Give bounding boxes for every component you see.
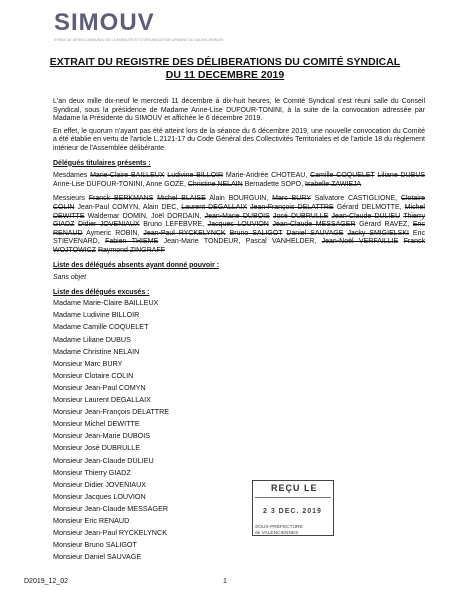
excused-item: Monsieur Thierry GIADZ bbox=[53, 467, 131, 477]
delegate-name-struck: Liliane DUBUS bbox=[377, 172, 426, 180]
title-line-1: EXTRAIT DU REGISTRE DES DÉLIBERATIONS DU COMITÉ SYNDICAL bbox=[49, 56, 401, 68]
excused-item: Monsieur Jean-Claude DULIEU bbox=[53, 455, 154, 465]
delegate-name-struck: Jacques LOUVION bbox=[207, 221, 269, 229]
delegate-name-struck: Jean-Paul RYCKELYNCK bbox=[143, 229, 226, 237]
excused-item: Monsieur Didier JOVENIAUX bbox=[53, 479, 147, 489]
excused-list bbox=[53, 297, 425, 563]
delegate-name-struck: Ludivine BILLOIR bbox=[167, 172, 224, 180]
delegate-name-struck: Jean-Noël VERFAILLIE bbox=[321, 238, 399, 246]
excused-item: Monsieur Marc BURY bbox=[53, 358, 123, 368]
delegate-name-struck: Franck WOJTOWICZ bbox=[53, 238, 426, 254]
title-line-2: DU 11 DECEMBRE 2019 bbox=[165, 69, 285, 81]
delegate-name: Alain BOURGUIN, bbox=[209, 195, 269, 203]
excused-item: Monsieur Eric RENAUD bbox=[53, 515, 130, 525]
delegate-name: Salvatore CASTIGLIONE, bbox=[314, 195, 398, 203]
present-messieurs bbox=[53, 195, 425, 255]
excused-item: Monsieur Jean-Paul COMYN bbox=[53, 382, 146, 392]
delegate-name: Bruno LEFEBVRE, bbox=[143, 221, 205, 229]
delegate-name-struck: José DUBRULLE bbox=[272, 212, 329, 220]
delegate-name-struck: Michel DEWITTE bbox=[53, 203, 425, 220]
delegate-name-struck: Camille COQUELET bbox=[310, 172, 375, 180]
delegate-name: Mesdames bbox=[53, 172, 88, 180]
delegate-name: Eric STIEVENARD, bbox=[53, 229, 425, 246]
excused-item: Monsieur José DUBRULLE bbox=[53, 443, 141, 453]
present-heading: Délégués titulaires présents : bbox=[53, 159, 151, 167]
delegate-name: Messieurs bbox=[53, 195, 85, 203]
delegate-name-struck: Fabien THIEME bbox=[105, 238, 159, 246]
delegate-name: Waldemar DOMIN, Joël DORDAIN, bbox=[87, 212, 202, 220]
document-title bbox=[0, 56, 450, 82]
delegate-name-struck: Jean-Marie DUBOIS bbox=[204, 212, 270, 220]
simouv-logo bbox=[54, 10, 224, 42]
excused-heading: Liste des délégués excusés : bbox=[53, 288, 150, 296]
delegate-name-struck: Raymond ZINGRAFF bbox=[97, 246, 165, 254]
delegate-name: Jean-Marie TONDEUR, Pascal VANHELDER, bbox=[163, 238, 317, 246]
delegate-name-struck: Didier JOVENIAUX bbox=[78, 221, 140, 229]
excused-item: Madame Christine NELAIN bbox=[53, 346, 140, 356]
excused-item: Monsieur Jacques LOUVION bbox=[53, 491, 146, 501]
delegate-name-struck: Marie-Claire BAILLEUX bbox=[90, 172, 165, 180]
document-body bbox=[53, 98, 425, 563]
delegate-name-struck: Laurent DEGALLAIX bbox=[181, 203, 248, 211]
absent-proxy-value: Sans objet bbox=[53, 274, 87, 282]
delegate-name-struck: Daniel SAUVAGE bbox=[286, 229, 344, 237]
delegate-name-struck: Clotaire COLIN bbox=[53, 195, 426, 211]
excused-item: Monsieur Bruno SALIGOT bbox=[53, 540, 137, 550]
excused-item: Madame Marie-Claire BAILLEUX bbox=[53, 298, 159, 308]
excused-item: Monsieur Michel DEWITTE bbox=[53, 419, 140, 429]
stamp-title: REÇU LE bbox=[271, 483, 318, 493]
delegate-name: Gérard DELMOTTE, bbox=[336, 203, 402, 211]
excused-item: Monsieur Jean-François DELATTRE bbox=[53, 407, 170, 417]
intro-paragraph-1: L'an deux mille dix-neuf le mercredi 11 décembre à dix-huit heures, le Comité Syndical s'est réuni salle du Conseil Syndical, sous la présidence de Madame Anne-Lise DUFOUR-TONINI, à la suite de la convocation adressée par Madame la Présidente du SIMOUV et affichée le 6 décembre 2019. bbox=[53, 98, 425, 123]
excused-item: Monsieur Laurent DEGALLAIX bbox=[53, 395, 151, 405]
absent-proxy-heading: Liste des délégués absents ayant donné pouvoir : bbox=[53, 261, 220, 269]
intro-paragraph-2: En effet, le quorum n'ayant pas été atteint lors de la séance du 6 décembre 2019, une nouvelle convocation du Comité a été établie en vertu de l'article L.2121-17 du Code Général des Collectivités Territoriales et de l'article 18 du règlement intérieur de l'Assemblée délibérante. bbox=[53, 127, 425, 152]
delegate-name-struck: Christine NELAIN bbox=[187, 180, 243, 188]
delegate-name-struck: Michel BLAISE bbox=[157, 195, 206, 203]
page-number: 1 bbox=[223, 578, 227, 585]
excused-item: Monsieur Jean-Claude MESSAGER bbox=[53, 503, 169, 513]
delegate-name-struck: Jean-Claude DULIEU bbox=[331, 212, 401, 220]
delegate-name: Aymeric ROBIN, bbox=[86, 229, 140, 237]
document-reference: D2019_12_02 bbox=[24, 578, 68, 585]
excused-item: Monsieur Clotaire COLIN bbox=[53, 370, 134, 380]
delegate-name-struck: Thierry GIADZ bbox=[53, 212, 426, 229]
delegate-name: Gérard RAVEZ, bbox=[359, 221, 410, 229]
delegate-name-struck: Marc BURY bbox=[272, 195, 311, 203]
delegate-name-struck: Jacky SMIGIELSKI bbox=[347, 229, 409, 237]
received-stamp bbox=[252, 480, 334, 536]
stamp-footer-1: SOUS-PRÉFECTURE bbox=[255, 525, 303, 530]
present-mesdames bbox=[53, 172, 425, 189]
delegate-name-struck: Jean-Claude MESSAGER bbox=[272, 221, 356, 229]
excused-item: Monsieur Jean-Paul RYCKELYNCK bbox=[53, 528, 167, 538]
delegate-name-struck: Eric RENAUD bbox=[53, 221, 425, 237]
excused-item: Madame Liliane DUBUS bbox=[53, 334, 131, 344]
stamp-date: 2 3 DEC. 2019 bbox=[263, 508, 322, 515]
excused-item: Madame Camille COQUELET bbox=[53, 322, 149, 332]
logo-text: SIMOUV bbox=[54, 9, 155, 36]
excused-item: Madame Ludivine BILLOIR bbox=[53, 310, 140, 320]
delegate-name-struck: Franck BERKMANS bbox=[88, 195, 154, 203]
delegate-name-struck: Bruno SALIGOT bbox=[229, 229, 283, 237]
delegate-name: Anne-Lise DUFOUR-TONINI, Anne GOZE, bbox=[53, 180, 186, 188]
delegate-name: Bernadette SOPO, bbox=[244, 180, 304, 188]
excused-item: Monsieur Jean-Marie DUBOIS bbox=[53, 431, 151, 441]
delegate-name-struck: Jean-François DELATTRE bbox=[250, 203, 334, 211]
delegate-name-struck: Isabelle ZAWIEJA bbox=[305, 180, 362, 188]
stamp-footer-2: de VALENCIENNES bbox=[255, 531, 299, 536]
delegate-name: Jean-Paul COMYN, Alain DEC, bbox=[77, 203, 179, 211]
logo-tagline: SYNDICAT INTERCOMMUNAL DE LA MOBILITE ET D'ORGANISATION URBAINE DU VALENCIENNOIS bbox=[54, 38, 224, 42]
stamp-divider bbox=[255, 497, 331, 498]
excused-item: Monsieur Daniel SAUVAGE bbox=[53, 552, 142, 562]
delegate-name: Marie-Andrée CHOTEAU, bbox=[225, 172, 308, 180]
